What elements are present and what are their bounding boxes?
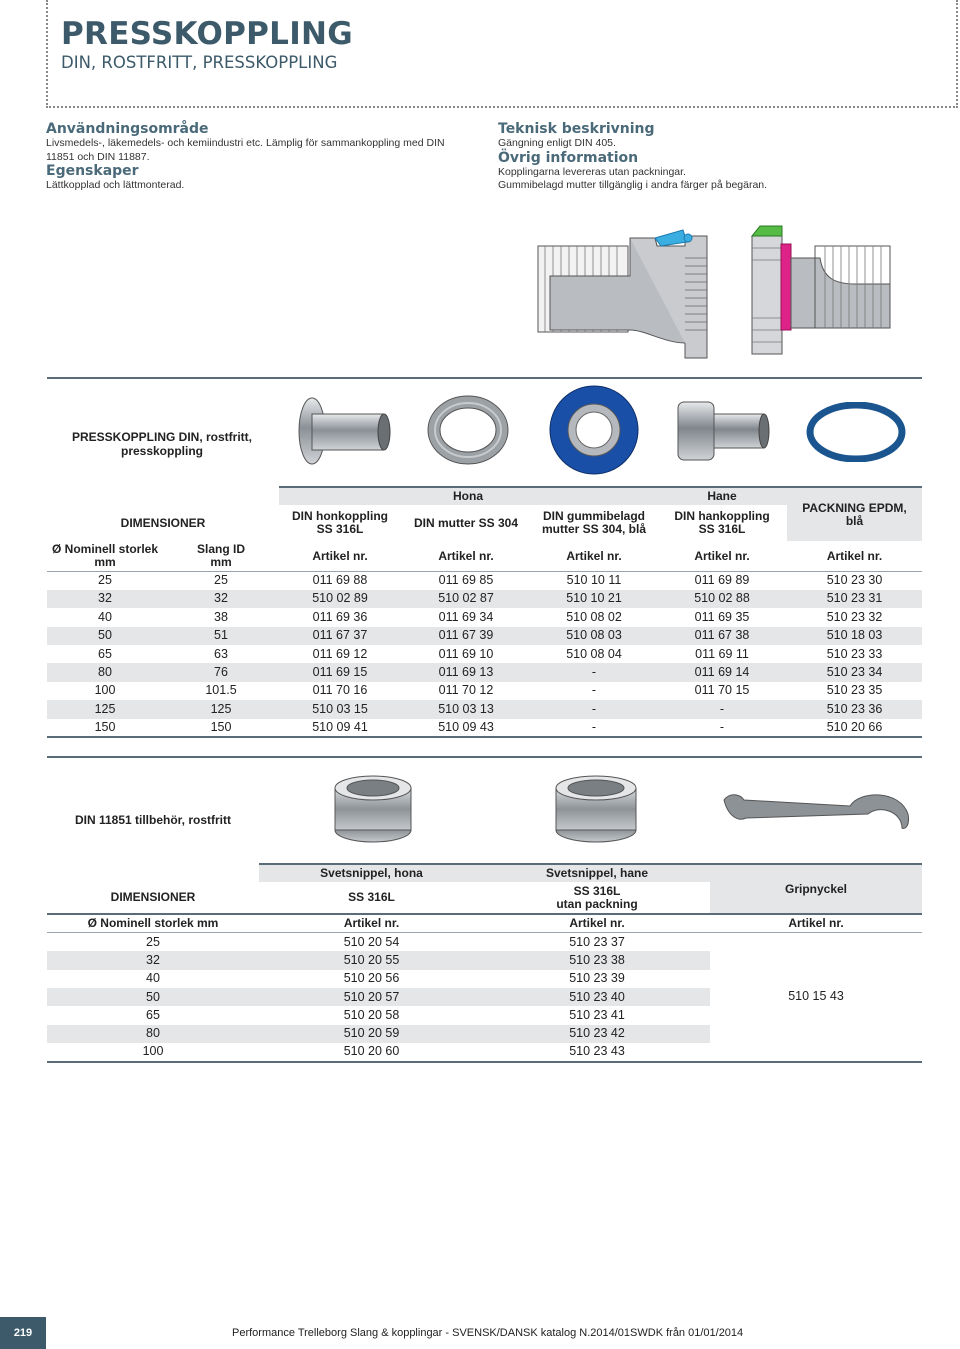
properties-text: Lättkopplad och lättmonterad. xyxy=(46,179,185,191)
din-female-coupling-photo xyxy=(297,396,392,466)
table-cell: 150 xyxy=(47,719,163,737)
section1-top-rule xyxy=(47,377,922,379)
table-cell: 011 69 36 xyxy=(312,609,368,624)
table-cell: 011 67 39 xyxy=(401,627,531,645)
din-male-coupling-photo xyxy=(674,396,770,466)
article-header: Artikel nr. xyxy=(259,914,484,932)
table-cell: 510 08 04 xyxy=(566,646,622,661)
table-cell: 510 20 57 xyxy=(259,988,484,1006)
table-cell: 38 xyxy=(214,609,228,624)
other-info-heading: Övrig information xyxy=(498,149,639,166)
spanner-header: Gripnyckel xyxy=(710,864,922,914)
table-cell: 510 23 33 xyxy=(826,646,883,661)
hane-group-header: Hane xyxy=(657,487,787,505)
table-cell: 25 xyxy=(214,573,228,588)
table-cell: 510 10 21 xyxy=(531,590,657,608)
table-cell: 510 23 31 xyxy=(787,590,922,608)
other-info-text-1: Kopplingarna levereras utan packningar. xyxy=(498,165,686,178)
table-cell: 80 xyxy=(47,1025,259,1043)
table-cell: 011 70 16 xyxy=(312,683,368,698)
page-title: PRESSKOPPLING xyxy=(61,16,354,52)
table-cell: 510 23 40 xyxy=(484,988,710,1006)
usage-text-2: 11851 och DIN 11887. xyxy=(46,150,150,163)
article-header: Artikel nr. xyxy=(787,541,922,571)
coupling-cross-section-drawing xyxy=(535,218,895,363)
table-row xyxy=(47,645,922,663)
section2-top-rule xyxy=(47,756,922,758)
table-cell: 510 20 58 xyxy=(343,1008,400,1023)
table-cell: - xyxy=(531,719,657,737)
epdm-gasket-photo xyxy=(806,402,906,462)
table-cell: 011 69 13 xyxy=(401,663,531,681)
table-cell: 011 69 11 xyxy=(695,646,749,661)
table-cell: - xyxy=(657,719,787,737)
table-cell: 125 xyxy=(163,700,279,718)
table-cell: 011 70 12 xyxy=(438,683,494,698)
technical-heading: Teknisk beskrivning xyxy=(498,121,655,137)
table-row xyxy=(47,682,922,700)
table-cell: - xyxy=(591,683,597,698)
rubber-coated-nut-photo xyxy=(548,384,640,476)
table-cell: 011 69 34 xyxy=(438,609,494,624)
male-coupling-header: DIN hankoppling SS 316L xyxy=(674,509,770,537)
weld-nipple-female-photo xyxy=(328,772,418,844)
usage-text-1: Livsmedels-, läkemedels- och kemiindustri etc. Lämplig för sammankoppling med DIN xyxy=(46,137,445,149)
table-cell: 510 20 60 xyxy=(259,1043,484,1061)
table-cell: 510 02 88 xyxy=(657,590,787,608)
table-cell: 011 69 14 xyxy=(657,663,787,681)
article-header: Artikel nr. xyxy=(401,541,531,571)
table-cell: 50 xyxy=(47,627,163,645)
table-cell: 510 08 02 xyxy=(566,609,622,624)
page-number: 219 xyxy=(0,1317,46,1349)
table-cell: 510 20 54 xyxy=(343,934,400,949)
table-cell: 510 18 03 xyxy=(787,627,922,645)
table-cell: 510 23 34 xyxy=(787,663,922,681)
table-cell: 100 xyxy=(47,1043,259,1061)
table-cell: 510 08 03 xyxy=(531,627,657,645)
table-cell: 510 23 37 xyxy=(569,934,625,949)
table-cell: 510 23 36 xyxy=(787,700,922,718)
table-cell: 510 23 35 xyxy=(826,683,883,698)
hona-group-header: Hona xyxy=(279,487,657,505)
table-cell: 011 69 89 xyxy=(694,573,750,588)
table-cell: 510 03 15 xyxy=(279,700,401,718)
nominal-size-header: Ø Nominell storlek mm xyxy=(47,914,259,932)
table-cell: 65 xyxy=(146,1008,160,1023)
table-cell: 510 23 39 xyxy=(569,971,625,986)
table-cell: 65 xyxy=(98,646,112,661)
accessories-table xyxy=(47,863,922,1063)
section2-label: DIN 11851 tillbehör, rostfritt xyxy=(74,813,232,827)
table-row xyxy=(47,933,922,951)
info-left xyxy=(46,122,476,193)
female-coupling-header: DIN honkoppling SS 316L xyxy=(292,509,388,537)
table-row xyxy=(47,571,922,589)
nominal-size-header: Ø Nominell storlek mm xyxy=(47,541,163,571)
hook-spanner-photo xyxy=(720,786,916,836)
weld-nipple-female-material: SS 316L xyxy=(348,890,395,905)
table-row xyxy=(47,590,922,608)
dimensions-header: DIMENSIONER xyxy=(120,515,206,530)
table-cell: 510 23 32 xyxy=(826,609,883,624)
section1-label: PRESSKOPPLING DIN, rostfritt, presskoppling xyxy=(71,430,253,458)
article-header: Artikel nr. xyxy=(279,541,401,571)
presskoppling-table xyxy=(47,486,922,738)
article-header: Artikel nr. xyxy=(484,914,710,932)
nut-header: DIN mutter SS 304 xyxy=(413,515,519,530)
dimensions-header: DIMENSIONER xyxy=(110,890,196,905)
table-cell: 510 20 59 xyxy=(259,1025,484,1043)
table-cell: 125 xyxy=(47,700,163,718)
table-row xyxy=(47,719,922,737)
usage-heading: Användningsområde xyxy=(46,121,209,137)
weld-nipple-male-material: SS 316L utan packning xyxy=(556,883,638,911)
hose-id-header: Slang ID mm xyxy=(163,541,279,571)
table-cell: 32 xyxy=(47,951,259,969)
table-cell: 011 67 38 xyxy=(657,627,787,645)
table-cell: 100 xyxy=(94,683,116,698)
table-row xyxy=(47,663,922,681)
table-cell: 25 xyxy=(146,934,160,949)
table-cell: 510 23 41 xyxy=(569,1008,625,1023)
table-cell: 150 xyxy=(163,719,279,737)
table-cell: 510 10 11 xyxy=(566,573,622,588)
table-cell: 011 69 10 xyxy=(438,646,494,661)
weld-nipple-female-header: Svetsnippel, hona xyxy=(259,864,484,882)
other-info-text-2: Gummibelagd mutter tillgänglig i andra färger på begäran. xyxy=(498,179,768,191)
table-cell: 510 20 66 xyxy=(787,719,922,737)
table-cell: 40 xyxy=(146,971,160,986)
spanner-article-cell: 510 15 43 xyxy=(710,933,922,1062)
table-cell: 011 67 37 xyxy=(279,627,401,645)
table-row xyxy=(47,700,922,718)
din-nut-photo xyxy=(424,392,512,468)
table-cell: 011 69 12 xyxy=(312,646,368,661)
table-cell: 101.5 xyxy=(205,683,237,698)
table-cell: 011 69 15 xyxy=(279,663,401,681)
table-cell: 510 02 87 xyxy=(401,590,531,608)
table-cell: 76 xyxy=(163,663,279,681)
table-cell: 510 20 56 xyxy=(343,971,400,986)
table-cell: 51 xyxy=(163,627,279,645)
table-cell: 63 xyxy=(214,646,228,661)
table-cell: 510 09 41 xyxy=(279,719,401,737)
table-cell: 32 xyxy=(163,590,279,608)
info-right xyxy=(498,122,938,193)
table-cell: 510 23 42 xyxy=(484,1025,710,1043)
table-cell: 011 70 15 xyxy=(694,683,750,698)
table-cell: 510 23 38 xyxy=(484,951,710,969)
rubber-nut-header: DIN gummibelagd mutter SS 304, blå xyxy=(541,509,647,537)
table-row xyxy=(47,608,922,626)
article-header: Artikel nr. xyxy=(531,541,657,571)
table-cell: 510 09 43 xyxy=(401,719,531,737)
properties-heading: Egenskaper xyxy=(46,163,139,179)
table-cell: 011 69 35 xyxy=(694,609,750,624)
table-cell: - xyxy=(657,700,787,718)
table-cell: - xyxy=(531,663,657,681)
table-cell: 011 69 88 xyxy=(312,573,368,588)
footer-text: Performance Trelleborg Slang & kopplingar - SVENSK/DANSK katalog N.2014/01SWDK från 01/01/2014 xyxy=(232,1327,744,1339)
table-cell: 510 20 55 xyxy=(259,951,484,969)
table-cell: 32 xyxy=(47,590,163,608)
table-cell: 011 69 85 xyxy=(438,573,494,588)
table-row xyxy=(47,627,922,645)
weld-nipple-male-header: Svetsnippel, hane xyxy=(484,864,710,882)
weld-nipple-male-photo xyxy=(548,772,644,844)
table-cell: 80 xyxy=(47,663,163,681)
table-cell: 510 02 89 xyxy=(279,590,401,608)
table-cell: 40 xyxy=(98,609,112,624)
page-subtitle: DIN, ROSTFRITT, PRESSKOPPLING xyxy=(61,53,338,72)
article-header: Artikel nr. xyxy=(710,914,922,932)
article-header: Artikel nr. xyxy=(657,541,787,571)
technical-text: Gängning enligt DIN 405. xyxy=(498,137,616,149)
table-cell: 25 xyxy=(98,573,112,588)
table-cell: 510 03 13 xyxy=(401,700,531,718)
table-cell: 510 23 43 xyxy=(484,1043,710,1061)
table-cell: 510 23 30 xyxy=(826,573,883,588)
table-cell: - xyxy=(531,700,657,718)
table-cell: 50 xyxy=(47,988,259,1006)
gasket-header: PACKNING EPDM, blå xyxy=(787,487,922,541)
